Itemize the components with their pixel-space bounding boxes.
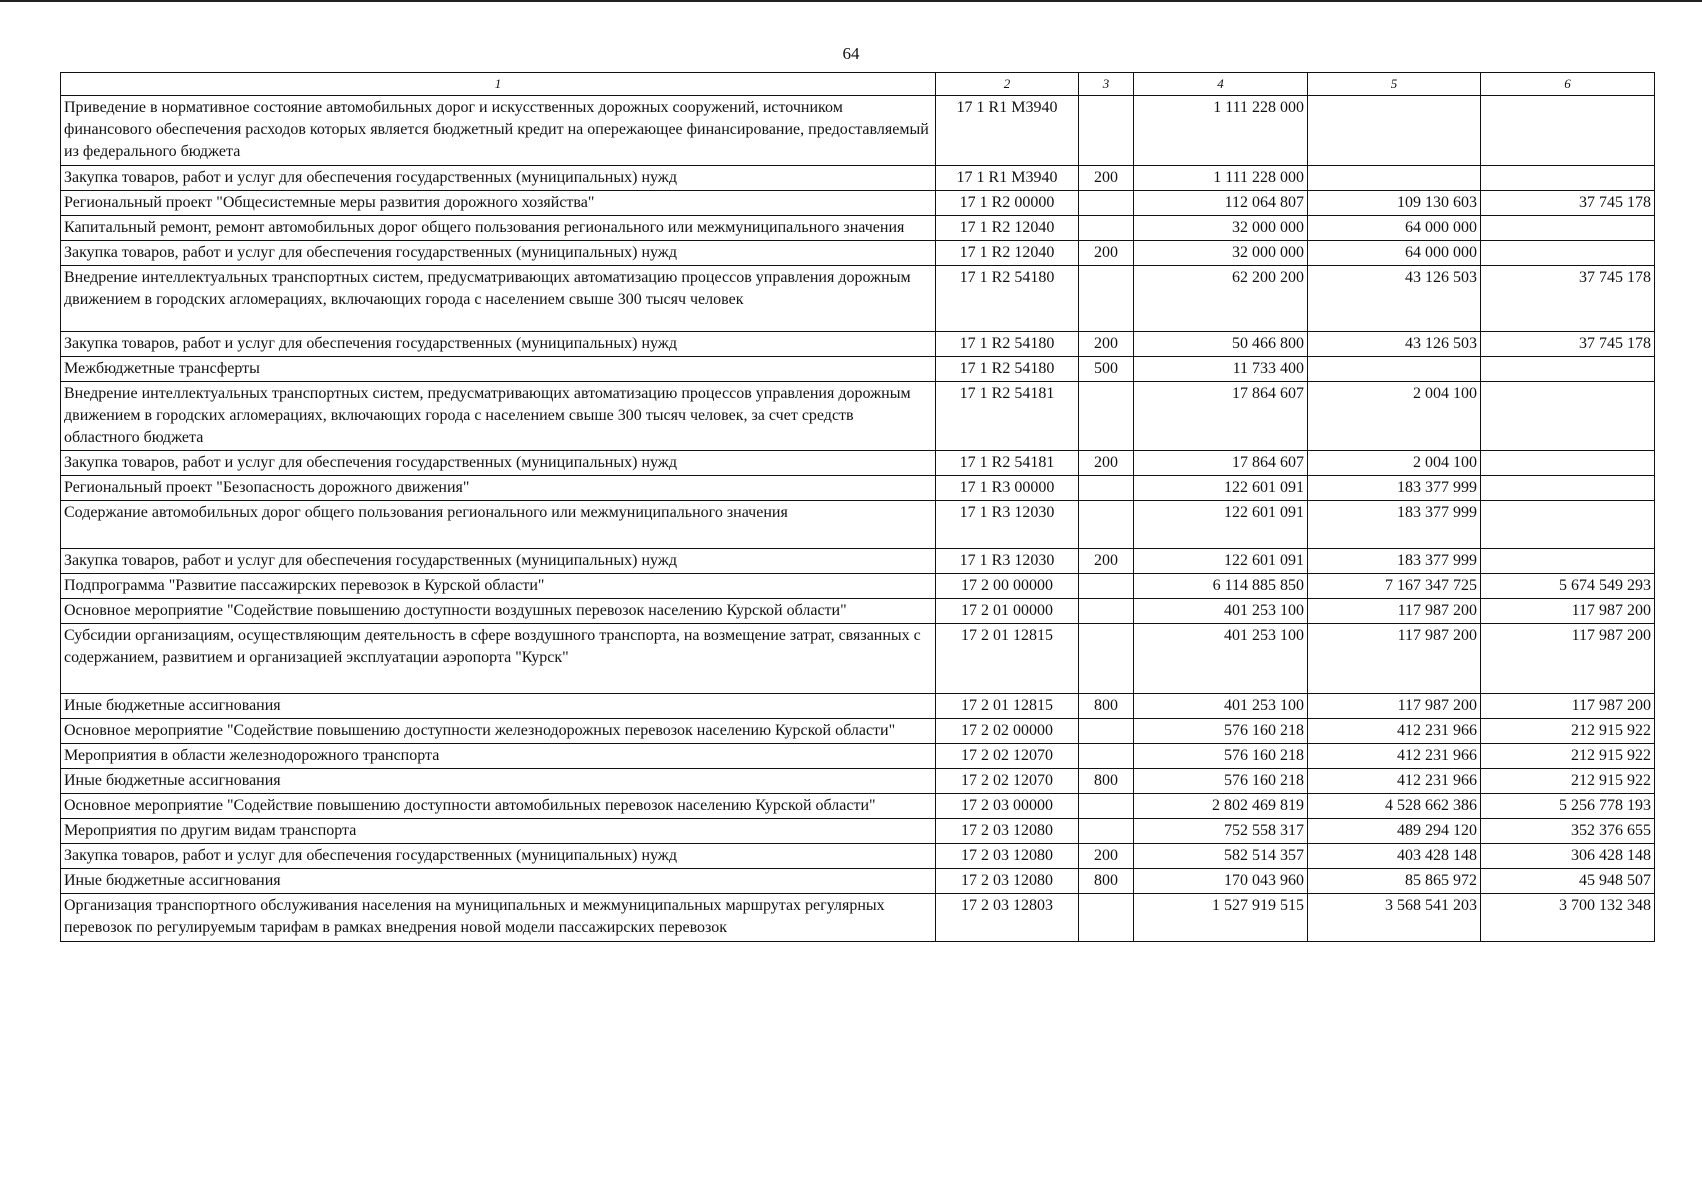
row-amount-year1: 576 160 218	[1134, 769, 1308, 794]
column-header-year2: 5	[1308, 73, 1481, 96]
table-row	[61, 624, 1655, 694]
row-expense-type	[1079, 382, 1134, 451]
table-row	[61, 382, 1655, 451]
row-code: 17 2 01 12815	[936, 694, 1079, 719]
row-amount-year1: 1 527 919 515	[1134, 894, 1308, 942]
row-amount-year3: 45 948 507	[1481, 869, 1655, 894]
table-row	[61, 501, 1655, 549]
row-amount-year2: 7 167 347 725	[1308, 574, 1481, 599]
row-amount-year3: 5 256 778 193	[1481, 794, 1655, 819]
row-expense-type	[1079, 191, 1134, 216]
row-expense-type	[1079, 96, 1134, 166]
row-amount-year3	[1481, 216, 1655, 241]
row-expense-type	[1079, 719, 1134, 744]
row-name: Региональный проект "Общесистемные меры развития дорожного хозяйства"	[61, 191, 936, 216]
row-amount-year2: 117 987 200	[1308, 624, 1481, 694]
row-amount-year3: 5 674 549 293	[1481, 574, 1655, 599]
row-name: Основное мероприятие "Содействие повышению доступности воздушных перевозок населению Курской области"	[61, 599, 936, 624]
row-amount-year1: 62 200 200	[1134, 266, 1308, 332]
row-name: Основное мероприятие "Содействие повышению доступности железнодорожных перевозок населению Курской области"	[61, 719, 936, 744]
row-expense-type: 800	[1079, 769, 1134, 794]
row-expense-type: 800	[1079, 694, 1134, 719]
row-code: 17 1 R2 54180	[936, 332, 1079, 357]
table-row	[61, 719, 1655, 744]
row-name: Межбюджетные трансферты	[61, 357, 936, 382]
row-amount-year3: 117 987 200	[1481, 599, 1655, 624]
row-amount-year3: 37 745 178	[1481, 191, 1655, 216]
table-row	[61, 166, 1655, 191]
row-name: Закупка товаров, работ и услуг для обеспечения государственных (муниципальных) нужд	[61, 332, 936, 357]
row-name: Иные бюджетные ассигнования	[61, 769, 936, 794]
row-amount-year1: 576 160 218	[1134, 719, 1308, 744]
row-code: 17 2 02 12070	[936, 769, 1079, 794]
top-border	[0, 0, 1702, 2]
row-name: Закупка товаров, работ и услуг для обеспечения государственных (муниципальных) нужд	[61, 549, 936, 574]
row-amount-year1: 1 111 228 000	[1134, 166, 1308, 191]
budget-sheet	[60, 72, 1654, 942]
column-header-year1: 4	[1134, 73, 1308, 96]
row-name: Субсидии организациям, осуществляющим деятельность в сфере воздушного транспорта, на возмещение затрат, связанных с содержанием, развитием и организацией эксплуатации аэропорта "Курск"	[61, 624, 936, 694]
row-amount-year3: 212 915 922	[1481, 769, 1655, 794]
row-amount-year2: 183 377 999	[1308, 501, 1481, 549]
row-amount-year2: 64 000 000	[1308, 241, 1481, 266]
row-code: 17 2 02 00000	[936, 719, 1079, 744]
row-amount-year2: 109 130 603	[1308, 191, 1481, 216]
row-code: 17 1 R2 54181	[936, 451, 1079, 476]
row-amount-year3: 352 376 655	[1481, 819, 1655, 844]
row-name: Основное мероприятие "Содействие повышению доступности автомобильных перевозок населению Курской области"	[61, 794, 936, 819]
row-amount-year2: 43 126 503	[1308, 332, 1481, 357]
row-amount-year1: 401 253 100	[1134, 694, 1308, 719]
row-amount-year3	[1481, 96, 1655, 166]
row-amount-year2: 183 377 999	[1308, 549, 1481, 574]
row-amount-year3: 3 700 132 348	[1481, 894, 1655, 942]
row-expense-type	[1079, 476, 1134, 501]
row-name: Иные бюджетные ассигнования	[61, 869, 936, 894]
row-code: 17 1 R2 54180	[936, 357, 1079, 382]
table-row	[61, 332, 1655, 357]
row-expense-type: 500	[1079, 357, 1134, 382]
row-amount-year1: 11 733 400	[1134, 357, 1308, 382]
row-amount-year2: 117 987 200	[1308, 694, 1481, 719]
row-amount-year3	[1481, 357, 1655, 382]
row-expense-type	[1079, 216, 1134, 241]
row-amount-year1: 6 114 885 850	[1134, 574, 1308, 599]
row-amount-year3: 212 915 922	[1481, 744, 1655, 769]
row-amount-year1: 752 558 317	[1134, 819, 1308, 844]
row-amount-year3: 212 915 922	[1481, 719, 1655, 744]
row-name: Закупка товаров, работ и услуг для обеспечения государственных (муниципальных) нужд	[61, 451, 936, 476]
row-amount-year1: 2 802 469 819	[1134, 794, 1308, 819]
row-amount-year2: 403 428 148	[1308, 844, 1481, 869]
row-code: 17 2 03 12803	[936, 894, 1079, 942]
row-name: Закупка товаров, работ и услуг для обеспечения государственных (муниципальных) нужд	[61, 166, 936, 191]
column-header-code: 2	[936, 73, 1079, 96]
row-amount-year1: 112 064 807	[1134, 191, 1308, 216]
row-expense-type	[1079, 744, 1134, 769]
table-row	[61, 96, 1655, 166]
row-code: 17 1 R1 M3940	[936, 96, 1079, 166]
row-amount-year1: 122 601 091	[1134, 549, 1308, 574]
row-amount-year2: 412 231 966	[1308, 719, 1481, 744]
row-expense-type	[1079, 501, 1134, 549]
table-row	[61, 357, 1655, 382]
row-amount-year2: 2 004 100	[1308, 382, 1481, 451]
row-amount-year2: 117 987 200	[1308, 599, 1481, 624]
table-body	[61, 96, 1655, 942]
row-code: 17 2 03 12080	[936, 844, 1079, 869]
row-code: 17 1 R3 12030	[936, 549, 1079, 574]
row-expense-type	[1079, 624, 1134, 694]
row-amount-year3	[1481, 549, 1655, 574]
row-expense-type: 200	[1079, 844, 1134, 869]
row-amount-year2: 64 000 000	[1308, 216, 1481, 241]
row-code: 17 2 03 00000	[936, 794, 1079, 819]
row-amount-year2: 412 231 966	[1308, 769, 1481, 794]
table-row	[61, 894, 1655, 942]
row-code: 17 2 02 12070	[936, 744, 1079, 769]
row-amount-year2: 4 528 662 386	[1308, 794, 1481, 819]
row-expense-type	[1079, 819, 1134, 844]
row-expense-type	[1079, 574, 1134, 599]
row-amount-year3: 117 987 200	[1481, 694, 1655, 719]
row-amount-year3	[1481, 476, 1655, 501]
table-row	[61, 241, 1655, 266]
row-amount-year1: 17 864 607	[1134, 382, 1308, 451]
row-amount-year2	[1308, 96, 1481, 166]
row-amount-year2: 85 865 972	[1308, 869, 1481, 894]
row-amount-year2: 2 004 100	[1308, 451, 1481, 476]
table-row	[61, 869, 1655, 894]
row-expense-type	[1079, 599, 1134, 624]
budget-table	[60, 72, 1655, 942]
table-row	[61, 216, 1655, 241]
row-amount-year1: 32 000 000	[1134, 216, 1308, 241]
table-row	[61, 694, 1655, 719]
row-name: Закупка товаров, работ и услуг для обеспечения государственных (муниципальных) нужд	[61, 844, 936, 869]
column-header-year3: 6	[1481, 73, 1655, 96]
row-name: Организация транспортного обслуживания населения на муниципальных и межмуниципальных маршрутах регулярных перевозок по регулируемым тарифам в рамках внедрения новой модели пассажирских перевозок	[61, 894, 936, 942]
table-row	[61, 574, 1655, 599]
row-name: Мероприятия в области железнодорожного транспорта	[61, 744, 936, 769]
row-expense-type: 200	[1079, 241, 1134, 266]
row-code: 17 1 R2 54180	[936, 266, 1079, 332]
row-expense-type	[1079, 894, 1134, 942]
row-amount-year1: 1 111 228 000	[1134, 96, 1308, 166]
row-name: Мероприятия по другим видам транспорта	[61, 819, 936, 844]
row-amount-year1: 122 601 091	[1134, 501, 1308, 549]
row-name: Подпрограмма "Развитие пассажирских перевозок в Курской области"	[61, 574, 936, 599]
row-name: Внедрение интеллектуальных транспортных систем, предусматривающих автоматизацию процессов управления дорожным движением в городских агломерациях, включающих города с населением свыше 300 тысяч человек, за счет средств областного бюджета	[61, 382, 936, 451]
row-amount-year3	[1481, 382, 1655, 451]
row-name: Иные бюджетные ассигнования	[61, 694, 936, 719]
row-amount-year1: 401 253 100	[1134, 624, 1308, 694]
row-amount-year1: 401 253 100	[1134, 599, 1308, 624]
table-row	[61, 476, 1655, 501]
row-expense-type: 200	[1079, 166, 1134, 191]
table-row	[61, 549, 1655, 574]
row-amount-year2: 43 126 503	[1308, 266, 1481, 332]
row-amount-year1: 576 160 218	[1134, 744, 1308, 769]
table-row	[61, 451, 1655, 476]
page-number: 64	[842, 44, 860, 63]
row-amount-year1: 50 466 800	[1134, 332, 1308, 357]
table-row	[61, 744, 1655, 769]
row-amount-year1: 122 601 091	[1134, 476, 1308, 501]
row-name: Внедрение интеллектуальных транспортных систем, предусматривающих автоматизацию процессов управления дорожным движением в городских агломерациях, включающих города с населением свыше 300 тысяч человек	[61, 266, 936, 332]
table-row	[61, 191, 1655, 216]
row-expense-type: 200	[1079, 451, 1134, 476]
row-amount-year2	[1308, 166, 1481, 191]
column-header-expense-type: 3	[1079, 73, 1134, 96]
row-name: Региональный проект "Безопасность дорожного движения"	[61, 476, 936, 501]
row-name: Закупка товаров, работ и услуг для обеспечения государственных (муниципальных) нужд	[61, 241, 936, 266]
row-amount-year2: 183 377 999	[1308, 476, 1481, 501]
row-amount-year3: 117 987 200	[1481, 624, 1655, 694]
table-row	[61, 844, 1655, 869]
column-number-row	[61, 73, 1655, 96]
row-code: 17 2 01 12815	[936, 624, 1079, 694]
row-name: Содержание автомобильных дорог общего пользования регионального или межмуниципального значения	[61, 501, 936, 549]
row-amount-year1: 17 864 607	[1134, 451, 1308, 476]
row-code: 17 1 R2 54181	[936, 382, 1079, 451]
row-amount-year3	[1481, 451, 1655, 476]
row-code: 17 1 R3 00000	[936, 476, 1079, 501]
row-amount-year1: 32 000 000	[1134, 241, 1308, 266]
table-row	[61, 819, 1655, 844]
table-row	[61, 266, 1655, 332]
row-amount-year3	[1481, 241, 1655, 266]
row-amount-year1: 170 043 960	[1134, 869, 1308, 894]
row-code: 17 2 00 00000	[936, 574, 1079, 599]
table-row	[61, 599, 1655, 624]
row-amount-year3: 306 428 148	[1481, 844, 1655, 869]
row-expense-type	[1079, 266, 1134, 332]
row-code: 17 2 03 12080	[936, 819, 1079, 844]
row-code: 17 2 01 00000	[936, 599, 1079, 624]
row-code: 17 2 03 12080	[936, 869, 1079, 894]
column-header-name: 1	[61, 73, 936, 96]
row-amount-year2	[1308, 357, 1481, 382]
row-name: Капитальный ремонт, ремонт автомобильных дорог общего пользования регионального или межмуниципального значения	[61, 216, 936, 241]
row-amount-year3: 37 745 178	[1481, 266, 1655, 332]
row-amount-year2: 489 294 120	[1308, 819, 1481, 844]
table-row	[61, 794, 1655, 819]
table-row	[61, 769, 1655, 794]
row-expense-type	[1079, 794, 1134, 819]
row-amount-year1: 582 514 357	[1134, 844, 1308, 869]
row-amount-year3	[1481, 501, 1655, 549]
row-code: 17 1 R2 12040	[936, 216, 1079, 241]
row-code: 17 1 R2 00000	[936, 191, 1079, 216]
row-amount-year3	[1481, 166, 1655, 191]
row-expense-type: 200	[1079, 549, 1134, 574]
row-expense-type: 200	[1079, 332, 1134, 357]
row-code: 17 1 R2 12040	[936, 241, 1079, 266]
row-amount-year2: 412 231 966	[1308, 744, 1481, 769]
row-name: Приведение в нормативное состояние автомобильных дорог и искусственных дорожных сооружений, источником финансового обеспечения расходов которых является бюджетный кредит на опережающее финансирование, предоставляемый из федерального бюджета	[61, 96, 936, 166]
row-amount-year3: 37 745 178	[1481, 332, 1655, 357]
row-amount-year2: 3 568 541 203	[1308, 894, 1481, 942]
row-expense-type: 800	[1079, 869, 1134, 894]
row-code: 17 1 R1 M3940	[936, 166, 1079, 191]
row-code: 17 1 R3 12030	[936, 501, 1079, 549]
